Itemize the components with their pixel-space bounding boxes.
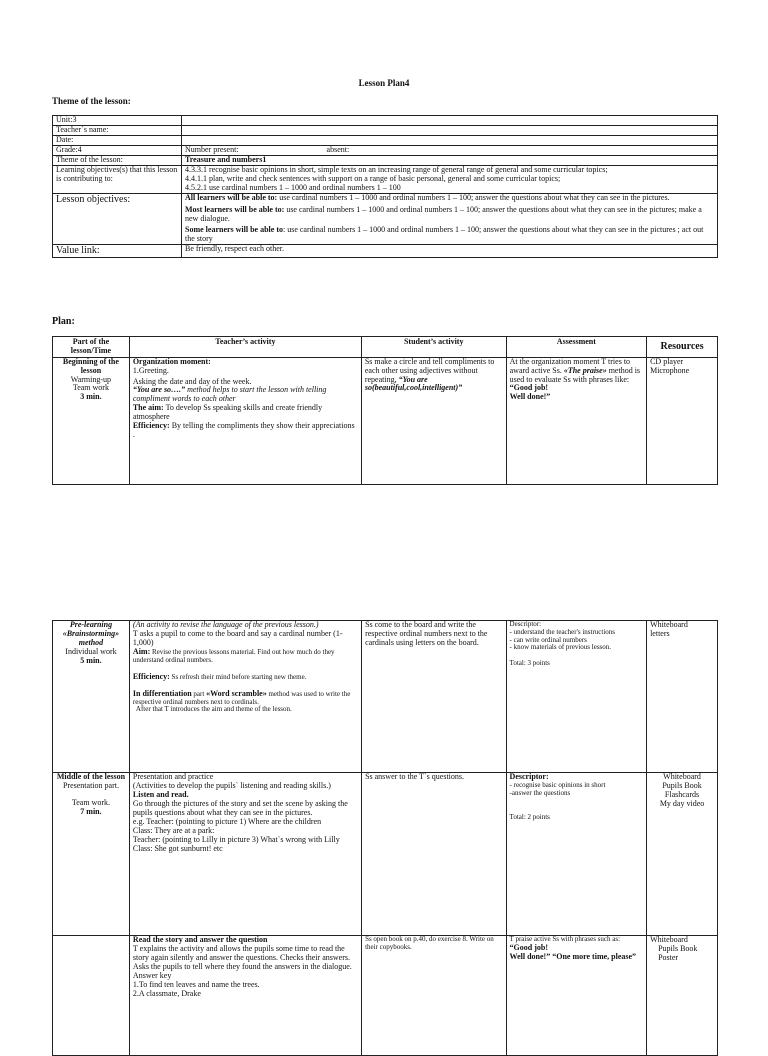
pre-learning-efficiency	[133, 673, 358, 682]
pre-learning-resources-cell	[647, 621, 718, 773]
learning-objectives-key: Learning objectives(s) that this lesson is contributing to:	[53, 165, 182, 193]
student-compliments-text: Ss make a circle and tell compliments to each other using adjectives without repeating,	[364, 356, 495, 384]
middle-label: Middle of the lesson	[56, 772, 126, 781]
plan-row-pre-learning	[53, 621, 718, 773]
brainstorming-label: «Brainstorming» method	[62, 628, 120, 647]
individual-work-label: Individual work	[65, 646, 117, 656]
plan-heading: Plan:	[52, 316, 75, 327]
presentation-practice: Presentation and practice	[132, 772, 214, 781]
differentiation-note	[133, 690, 358, 707]
absent-label: absent:	[326, 144, 350, 154]
objective-4-5-2-1: 4.5.2.1 use cardinal numbers 1 – 1000 and ordinal numbers 1 – 100	[185, 182, 401, 192]
teacher-value-cell	[182, 125, 718, 135]
resource-cd-player: CD player	[650, 356, 684, 366]
pre-efficiency-label: Efficiency:	[132, 671, 170, 681]
read-story-instruction: T explains the activity and allows the pupils some time to read the story again silently and answer the questions. Checks their answers. Asks the pupils to tell where they found the answers in the dialogue.	[132, 943, 352, 971]
answer-key-label: Answer key	[132, 970, 172, 980]
middle-descriptor-label: Descriptor:	[509, 772, 549, 781]
info-row-learning-objectives	[53, 165, 718, 193]
differentiation-text: method was used to write the respective ordinal numbers next to cordinals.	[132, 689, 351, 706]
example-teacher-1: e.g. Teacher: (pointing to picture 1) Where are the children	[132, 816, 322, 826]
you-are-so-label: “You are so….”	[132, 385, 186, 395]
pre-learning-assessment-cell	[506, 621, 647, 773]
header-resources: Resources	[647, 337, 718, 358]
organization-moment: Organization moment:	[132, 356, 211, 366]
date-value-cell	[182, 135, 718, 145]
read-story-heading: Read the story and answer the question	[132, 935, 268, 944]
header-teacher-activity: Teacher’s activity	[129, 337, 361, 358]
greeting-step: 1.Greeting.	[132, 365, 169, 375]
asking-date-step: Asking the date and day of the week.	[132, 376, 252, 386]
header-part: Part of the lesson/Time	[53, 337, 130, 358]
beginning-student-cell	[361, 357, 506, 484]
unit-value-cell	[182, 116, 718, 126]
info-row-theme	[53, 155, 718, 165]
info-row-lesson-objectives	[53, 193, 718, 245]
resource-whiteboard: Whiteboard	[650, 620, 688, 629]
read-story-good-job: “Good job!	[509, 942, 548, 952]
resource-whiteboard-2: Whiteboard	[663, 772, 701, 781]
middle-assessment-cell	[506, 773, 647, 936]
pre-descriptor-2: - can write ordinal numbers	[509, 635, 587, 644]
resource-whiteboard-3: Whiteboard	[650, 935, 688, 944]
number-present-label: Number present:	[185, 144, 239, 154]
pre-learning-student-cell: Ss come to the board and write the respective ordinal numbers next to the cardinals using letters on the board.	[362, 621, 506, 773]
objective-4-4-1-1: 4.4.1.1 plan, write and check sentences with support on a range of basic personal, general and some curricular topics;	[185, 173, 561, 183]
theme-value-cell: Treasure and numbers1	[182, 155, 718, 165]
resource-letters: letters	[650, 628, 670, 638]
date-cell: Date:	[53, 135, 182, 145]
middle-descriptor-2: -answer the questions	[509, 788, 571, 797]
plan-header-row	[53, 337, 718, 358]
beginning-resources-cell	[647, 357, 718, 484]
beginning-part-cell	[53, 357, 130, 484]
example-class-1: Class: They are at a park:	[132, 825, 215, 835]
beginning-time: 3 min.	[80, 392, 102, 402]
plan-table-top	[52, 336, 718, 485]
attendance-cell	[182, 145, 718, 155]
lesson-info-table	[52, 115, 718, 258]
plan-table-continued	[52, 620, 718, 1056]
value-link-key: Value link:	[53, 245, 182, 257]
team-work-label: Team work	[72, 383, 109, 393]
pre-learning-part-cell	[53, 621, 130, 773]
student-compliments-example: “You are so(beautiful,cool,intelligent)”	[364, 374, 463, 393]
resource-flashcards: Flashcards	[664, 789, 700, 799]
some-learners-label: Some learners will be able to	[185, 225, 283, 235]
answer-key-2: 2.A classmate, Drake	[132, 988, 201, 998]
pre-total-points: Total: 3 points	[509, 659, 550, 668]
all-learners-text: use cardinal numbers 1 – 1000 and ordinal numbers 1 – 100; answer the questions about what they can see in the pictures.	[277, 192, 670, 202]
aim-text: To develop Ss speaking skills and create friendly atmosphere	[132, 403, 323, 422]
middle-descriptor-1: - recognise basic opinions in short	[509, 780, 606, 789]
middle-time: 7 min.	[80, 806, 102, 816]
word-scramble-label: «Word scramble»	[206, 688, 267, 698]
aim-label: The aim:	[132, 403, 164, 413]
pre-learning-label: Pre-learning	[69, 620, 113, 629]
listening-reading-note: (Activities to develop the pupils` listening and reading skills.)	[132, 780, 331, 790]
example-class-2: Class: She got sunburnt! etc	[132, 843, 223, 853]
info-row-date	[53, 135, 718, 145]
some-learners-text: : use cardinal numbers 1 – 1000 and ordinal numbers 1 – 100; answer the questions about what they can see in the pictures ; act out the story	[185, 225, 704, 244]
pre-aim-text: Revise the previous lessons material. Find out how much do they understand ordinal numbers.	[132, 647, 335, 664]
theme-heading: Theme of the lesson:	[52, 96, 131, 106]
plan-row-middle	[53, 773, 718, 936]
all-learners-label: All learners will be able to:	[185, 192, 278, 202]
cardinal-number-task: T asks a pupil to come to the board and say a cardinal number (1-1,000)	[132, 628, 343, 647]
grade-cell: Grade:4	[53, 145, 182, 155]
objective-4-3-3-1: 4.3.3.1 recognise basic opinions in short, simple texts on an increasing range of general range of general and some curricular topics;	[185, 164, 608, 174]
beginning-teacher-cell	[129, 357, 361, 484]
pre-descriptor-label: Descriptor:	[509, 620, 542, 628]
read-story-praise-text: T praise active Ss with phrases such as:	[509, 935, 621, 943]
differentiation-part: part	[191, 689, 207, 698]
header-assessment: Assessment	[506, 337, 646, 358]
learning-objectives-value	[182, 165, 718, 193]
read-story-resources-cell	[647, 936, 718, 1056]
praise-method-name: «The praise»	[563, 365, 607, 375]
info-row-unit	[53, 116, 718, 126]
pre-learning-aim	[133, 648, 358, 665]
praise-intro: At the organization moment T tries to award active Ss.	[509, 356, 631, 375]
pre-descriptor-1: - understand the teacher's instructions	[509, 627, 615, 636]
listen-and-read: Listen and read.	[132, 789, 189, 799]
read-story-part-cell	[53, 936, 130, 1056]
beginning-aim	[133, 404, 358, 422]
info-row-teacher	[53, 125, 718, 135]
warming-up-label: Warming-up	[70, 374, 112, 384]
efficiency-label: Efficiency:	[132, 421, 170, 431]
theme-key-cell: Theme of the lesson:	[53, 155, 182, 165]
document-title: Lesson Plan4	[358, 78, 410, 88]
presentation-part-label: Presentation part.	[62, 780, 119, 790]
objective-most-learners	[185, 206, 714, 224]
beginning-label: Beginning of the lesson	[62, 356, 119, 375]
resource-poster: Poster	[658, 952, 679, 962]
praise-well-done: Well done!”	[509, 392, 551, 402]
teacher-name-cell: Teacher`s name:	[53, 125, 182, 135]
plan-row-beginning	[53, 357, 718, 484]
resource-pupils-book: Pupils Book	[662, 780, 702, 790]
lesson-objectives-value	[182, 193, 718, 245]
middle-resources-cell	[647, 773, 718, 936]
resource-my-day-video: My day video	[659, 798, 705, 808]
praise-good-job: “Good job!	[509, 383, 549, 393]
read-story-student-cell: Ss open book on p.40, do exercise 8. Write on their copybooks.	[362, 936, 506, 1056]
you-are-so-method	[133, 386, 358, 404]
info-row-grade	[53, 145, 718, 155]
read-story-teacher-cell	[129, 936, 361, 1056]
middle-part-cell	[53, 773, 130, 936]
middle-total-points: Total: 2 points	[509, 812, 550, 821]
pre-efficiency-text: Ss refresh their mind before starting new theme.	[169, 672, 307, 681]
pre-descriptor-3: - know materials of previous lesson.	[509, 643, 612, 652]
revise-activity-note: (An activity to revise the language of the previous lesson.)	[132, 620, 319, 629]
example-teacher-2: Teacher: (pointing to Lilly in picture 3) What`s wrong with Lilly	[132, 834, 340, 844]
differentiation-label: In differentiation	[132, 688, 192, 698]
read-story-assessment-cell	[506, 936, 647, 1056]
header-student-activity: Student’s activity	[361, 337, 506, 358]
pre-learning-time: 5 min.	[80, 655, 102, 665]
beginning-efficiency	[133, 422, 358, 440]
read-story-well-done: Well done!” “One more time, please”	[509, 951, 637, 961]
pre-aim-label: Aim:	[132, 646, 151, 656]
middle-team-work-label: Team work.	[71, 797, 110, 807]
info-row-value-link	[53, 245, 718, 257]
middle-student-cell: Ss answer to the T`s questions.	[362, 773, 506, 936]
efficiency-text: By telling the compliments they show their appreciations .	[132, 421, 355, 440]
resource-microphone: Microphone	[650, 365, 690, 375]
introduce-aim-note: After that T introduces the aim and theme of the lesson.	[135, 705, 292, 714]
praise-method-text: method is used to evaluate Ss with phrases like:	[509, 365, 641, 384]
most-learners-text: use cardinal numbers 1 – 1000 and ordinal numbers 1 – 100; answer the questions about what they can see in the pictures; make a new dialogue.	[185, 204, 702, 223]
most-learners-label: Most learners will be able to:	[185, 204, 285, 214]
answer-key-1: 1.To find ten leaves and name the trees.	[132, 979, 260, 989]
resource-pupils-book-2: Pupils Book	[658, 943, 698, 953]
lesson-objectives-key: Lesson objectives:	[53, 193, 182, 245]
beginning-assessment-cell	[506, 357, 646, 484]
middle-teacher-cell	[129, 773, 361, 936]
value-link-value: Be friendly, respect each other.	[182, 245, 718, 257]
plan-row-read-story	[53, 936, 718, 1056]
pre-learning-teacher-cell	[129, 621, 361, 773]
objective-all-learners	[185, 194, 714, 203]
set-scene-instruction: Go through the pictures of the story and set the scene by asking the pupils questions about what they can see in the pictures.	[132, 798, 348, 817]
you-are-so-text: method helps to start the lesson with telling compliment words to each other	[132, 385, 327, 404]
unit-cell: Unit:3	[53, 116, 182, 126]
objective-some-learners	[185, 226, 714, 244]
